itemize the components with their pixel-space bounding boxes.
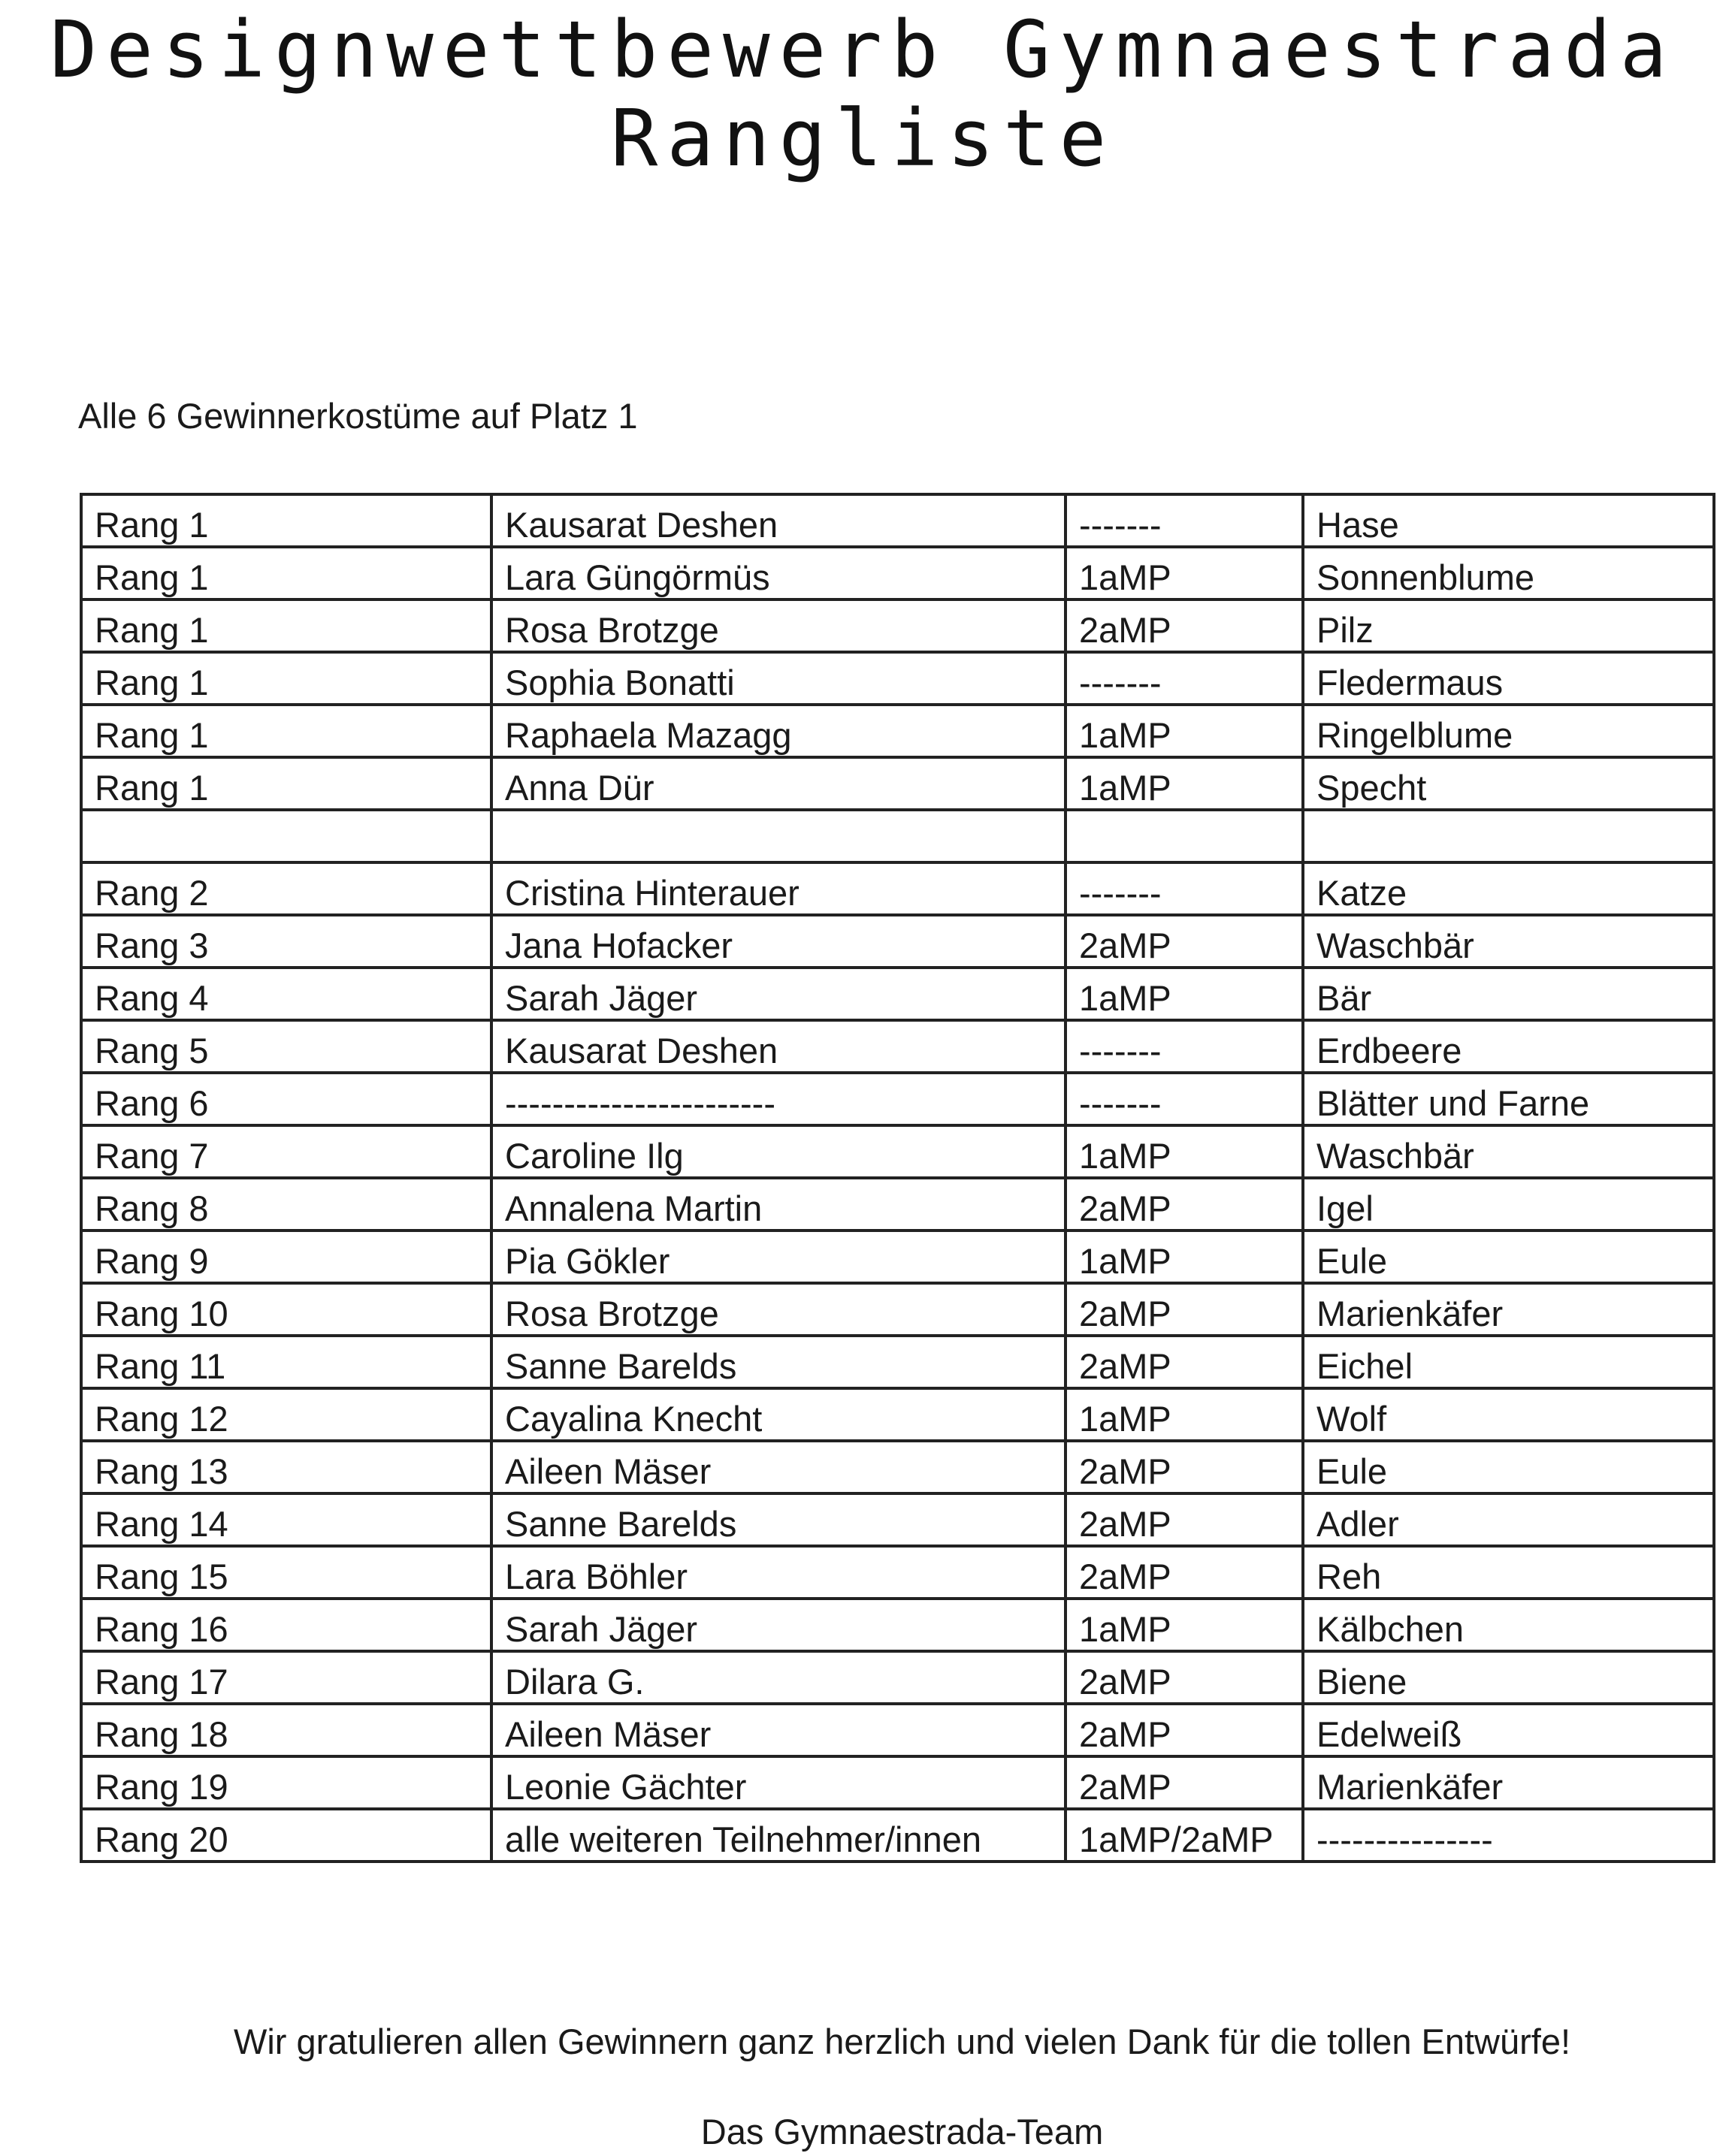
class-cell: 1aMP/2aMP bbox=[1066, 1809, 1303, 1862]
costume-cell: Waschbär bbox=[1303, 915, 1714, 968]
class-cell: 2aMP bbox=[1066, 1493, 1303, 1546]
page-subtitle-rangliste: Rangliste bbox=[610, 92, 1116, 184]
class-cell: 1aMP bbox=[1066, 547, 1303, 599]
participant-cell: Kausarat Deshen bbox=[491, 494, 1066, 547]
rank-cell: Rang 12 bbox=[81, 1388, 491, 1441]
table-row bbox=[81, 1704, 1714, 1756]
costume-cell: Waschbär bbox=[1303, 1125, 1714, 1178]
participant-cell: Sanne Barelds bbox=[491, 1336, 1066, 1388]
rank-cell: Rang 9 bbox=[81, 1230, 491, 1283]
table-row bbox=[81, 705, 1714, 757]
table-row bbox=[81, 1493, 1714, 1546]
class-cell: 1aMP bbox=[1066, 1388, 1303, 1441]
rank-cell: Rang 7 bbox=[81, 1125, 491, 1178]
team-signature: Das Gymnaestrada-Team bbox=[700, 2112, 1104, 2151]
participant-cell: Sanne Barelds bbox=[491, 1493, 1066, 1546]
table-row bbox=[81, 1125, 1714, 1178]
participant-cell: alle weiteren Teilnehmer/innen bbox=[491, 1809, 1066, 1862]
table-row bbox=[81, 547, 1714, 599]
participant-cell: Sarah Jäger bbox=[491, 968, 1066, 1020]
costume-cell: Wolf bbox=[1303, 1388, 1714, 1441]
table-row bbox=[81, 1599, 1714, 1651]
class-cell: 1aMP bbox=[1066, 757, 1303, 810]
class-cell: 1aMP bbox=[1066, 968, 1303, 1020]
rank-cell: Rang 1 bbox=[81, 547, 491, 599]
participant-cell: Sophia Bonatti bbox=[491, 652, 1066, 705]
costume-cell: Specht bbox=[1303, 757, 1714, 810]
participant-cell bbox=[491, 810, 1066, 862]
class-cell: 2aMP bbox=[1066, 599, 1303, 652]
class-cell: 1aMP bbox=[1066, 1599, 1303, 1651]
rank-cell: Rang 1 bbox=[81, 705, 491, 757]
participant-cell: Annalena Martin bbox=[491, 1178, 1066, 1230]
costume-cell: Adler bbox=[1303, 1493, 1714, 1546]
costume-cell: Erdbeere bbox=[1303, 1020, 1714, 1073]
costume-cell: Bär bbox=[1303, 968, 1714, 1020]
participant-cell: Aileen Mäser bbox=[491, 1704, 1066, 1756]
rank-cell: Rang 3 bbox=[81, 915, 491, 968]
rank-cell: Rang 1 bbox=[81, 757, 491, 810]
rank-cell: Rang 16 bbox=[81, 1599, 491, 1651]
participant-cell: Cayalina Knecht bbox=[491, 1388, 1066, 1441]
congratulations-text: Wir gratulieren allen Gewinnern ganz herzlich und vielen Dank für die tollen Entwürfe! bbox=[233, 2022, 1571, 2061]
class-cell: 1aMP bbox=[1066, 1230, 1303, 1283]
participant-cell: Dilara G. bbox=[491, 1651, 1066, 1704]
table-row bbox=[81, 1283, 1714, 1336]
class-cell: ------- bbox=[1066, 1020, 1303, 1073]
class-cell: ------- bbox=[1066, 652, 1303, 705]
costume-cell: Eule bbox=[1303, 1441, 1714, 1493]
class-cell: 2aMP bbox=[1066, 1336, 1303, 1388]
table-row bbox=[81, 1809, 1714, 1862]
rank-cell: Rang 1 bbox=[81, 652, 491, 705]
table-row bbox=[81, 1336, 1714, 1388]
class-cell: 2aMP bbox=[1066, 1704, 1303, 1756]
rank-cell: Rang 8 bbox=[81, 1178, 491, 1230]
participant-cell: ----------------------- bbox=[491, 1073, 1066, 1125]
costume-cell: Marienkäfer bbox=[1303, 1283, 1714, 1336]
rank-cell: Rang 19 bbox=[81, 1756, 491, 1809]
class-cell bbox=[1066, 810, 1303, 862]
table-row bbox=[81, 1651, 1714, 1704]
table-row bbox=[81, 1388, 1714, 1441]
table-row bbox=[81, 494, 1714, 547]
class-cell: 1aMP bbox=[1066, 1125, 1303, 1178]
costume-cell: Katze bbox=[1303, 862, 1714, 915]
participant-cell: Aileen Mäser bbox=[491, 1441, 1066, 1493]
rank-cell: Rang 5 bbox=[81, 1020, 491, 1073]
table-row bbox=[81, 968, 1714, 1020]
table-row bbox=[81, 1178, 1714, 1230]
class-cell: ------- bbox=[1066, 1073, 1303, 1125]
participant-cell: Sarah Jäger bbox=[491, 1599, 1066, 1651]
participant-cell: Jana Hofacker bbox=[491, 915, 1066, 968]
participant-cell: Anna Dür bbox=[491, 757, 1066, 810]
rank-cell: Rang 2 bbox=[81, 862, 491, 915]
class-cell: 2aMP bbox=[1066, 1283, 1303, 1336]
participant-cell: Raphaela Mazagg bbox=[491, 705, 1066, 757]
costume-cell: Ringelblume bbox=[1303, 705, 1714, 757]
ranking-table bbox=[80, 493, 1715, 1863]
costume-cell: Hase bbox=[1303, 494, 1714, 547]
costume-cell: Kälbchen bbox=[1303, 1599, 1714, 1651]
page-title: Designwettbewerb Gymnaestrada bbox=[50, 4, 1676, 95]
participant-cell: Pia Gökler bbox=[491, 1230, 1066, 1283]
table-row bbox=[81, 1756, 1714, 1809]
rank-cell: Rang 1 bbox=[81, 599, 491, 652]
participant-cell: Rosa Brotzge bbox=[491, 599, 1066, 652]
costume-cell bbox=[1303, 810, 1714, 862]
table-row bbox=[81, 1230, 1714, 1283]
rank-cell: Rang 17 bbox=[81, 1651, 491, 1704]
costume-cell: Edelweiß bbox=[1303, 1704, 1714, 1756]
costume-cell: Biene bbox=[1303, 1651, 1714, 1704]
class-cell: 2aMP bbox=[1066, 1178, 1303, 1230]
costume-cell: Igel bbox=[1303, 1178, 1714, 1230]
table-row bbox=[81, 599, 1714, 652]
table-row bbox=[81, 1020, 1714, 1073]
rank-cell: Rang 6 bbox=[81, 1073, 491, 1125]
participant-cell: Cristina Hinterauer bbox=[491, 862, 1066, 915]
costume-cell: Fledermaus bbox=[1303, 652, 1714, 705]
table-row bbox=[81, 1441, 1714, 1493]
participant-cell: Caroline Ilg bbox=[491, 1125, 1066, 1178]
participant-cell: Leonie Gächter bbox=[491, 1756, 1066, 1809]
winners-note: Alle 6 Gewinnerkostüme auf Platz 1 bbox=[78, 396, 638, 436]
ranking-table-body bbox=[81, 494, 1714, 1862]
costume-cell: --------------- bbox=[1303, 1809, 1714, 1862]
class-cell: 2aMP bbox=[1066, 1546, 1303, 1599]
class-cell: 2aMP bbox=[1066, 1441, 1303, 1493]
participant-cell: Lara Böhler bbox=[491, 1546, 1066, 1599]
class-cell: ------- bbox=[1066, 494, 1303, 547]
costume-cell: Sonnenblume bbox=[1303, 547, 1714, 599]
table-row bbox=[81, 915, 1714, 968]
rank-cell: Rang 15 bbox=[81, 1546, 491, 1599]
table-row bbox=[81, 1073, 1714, 1125]
class-cell: 1aMP bbox=[1066, 705, 1303, 757]
rank-cell: Rang 18 bbox=[81, 1704, 491, 1756]
costume-cell: Marienkäfer bbox=[1303, 1756, 1714, 1809]
rank-cell: Rang 4 bbox=[81, 968, 491, 1020]
participant-cell: Lara Güngörmüs bbox=[491, 547, 1066, 599]
class-cell: 2aMP bbox=[1066, 1651, 1303, 1704]
costume-cell: Pilz bbox=[1303, 599, 1714, 652]
rank-cell bbox=[81, 810, 491, 862]
table-row bbox=[81, 757, 1714, 810]
rank-cell: Rang 11 bbox=[81, 1336, 491, 1388]
class-cell: 2aMP bbox=[1066, 1756, 1303, 1809]
rank-cell: Rang 10 bbox=[81, 1283, 491, 1336]
table-row bbox=[81, 862, 1714, 915]
rank-cell: Rang 1 bbox=[81, 494, 491, 547]
table-row bbox=[81, 652, 1714, 705]
participant-cell: Kausarat Deshen bbox=[491, 1020, 1066, 1073]
participant-cell: Rosa Brotzge bbox=[491, 1283, 1066, 1336]
costume-cell: Reh bbox=[1303, 1546, 1714, 1599]
costume-cell: Eule bbox=[1303, 1230, 1714, 1283]
class-cell: ------- bbox=[1066, 862, 1303, 915]
table-row bbox=[81, 1546, 1714, 1599]
class-cell: 2aMP bbox=[1066, 915, 1303, 968]
rank-cell: Rang 13 bbox=[81, 1441, 491, 1493]
table-row bbox=[81, 810, 1714, 862]
costume-cell: Eichel bbox=[1303, 1336, 1714, 1388]
rank-cell: Rang 20 bbox=[81, 1809, 491, 1862]
costume-cell: Blätter und Farne bbox=[1303, 1073, 1714, 1125]
rank-cell: Rang 14 bbox=[81, 1493, 491, 1546]
